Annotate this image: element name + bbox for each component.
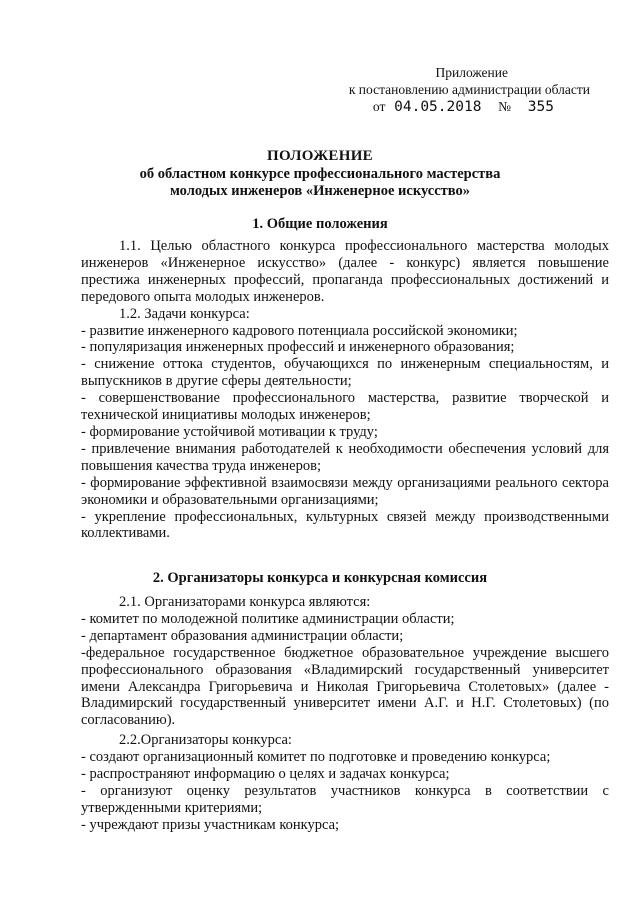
number-sign: №	[498, 99, 512, 114]
title-line-1: ПОЛОЖЕНИЕ	[267, 148, 373, 164]
section-1-heading: 1. Общие положения	[252, 216, 388, 232]
resolution-date: 04.05.2018	[394, 99, 482, 115]
paragraph-1-1: 1.1. Целью областного конкурса профессионального мастерства молодых инженеров «Инженерное искусство» (далее - конкурс) является повышение престижа инженерных профессий, пропаганда профессиональных достижений и передового опыта молодых инженеров.	[81, 238, 609, 305]
appendix-title: Приложение	[435, 65, 508, 80]
list-item: - создают организационный комитет по подготовке и проведению конкурса;	[81, 749, 551, 766]
list-item: - учреждают призы участникам конкурса;	[81, 816, 340, 833]
paragraph-2-2: 2.2.Организаторы конкурса:	[119, 732, 292, 749]
date-prefix: от	[372, 99, 386, 114]
list-item: - привлечение внимания работодателей к необходимости обеспечения условий для повышения качества труда инженеров;	[81, 440, 609, 474]
title-line-2: об областном конкурсе профессионального мастерства	[139, 165, 501, 182]
section-2-heading: 2. Организаторы конкурса и конкурсная комиссия	[152, 570, 488, 586]
list-item: - совершенствование профессионального мастерства, развитие творческой и технической инициативы молодых инженеров;	[81, 390, 609, 424]
paragraph-2-1: 2.1. Организаторами конкурса являются:	[119, 594, 371, 610]
list-item: - распространяют информацию о целях и задачах конкурса;	[81, 766, 450, 783]
paragraph-1-2: 1.2. Задачи конкурса:	[119, 305, 250, 322]
list-item: - развитие инженерного кадрового потенциала российской экономики;	[81, 322, 518, 339]
list-item: - формирование эффективной взаимосвязи между организациями реального сектора экономики и образовательными организациями;	[81, 474, 609, 508]
list-item: - комитет по молодежной политике администрации области;	[81, 610, 455, 627]
appendix-date-number	[290, 98, 590, 116]
document-title	[0, 148, 640, 201]
resolution-number: 355	[527, 99, 554, 115]
list-item: -федеральное государственное бюджетное образовательное учреждение высшего профессионального образования «Владимирский государственный университет имени Александра Григорьевича и Николая Григорьевича Столетовых» (далее - Владимирский государственный университет имени А.Г. и Н.Г. Столетовых) (по согласованию).	[81, 644, 609, 729]
appendix-reference: к постановлению администрации области	[348, 82, 590, 97]
section-1-body	[81, 238, 609, 542]
list-item: - популяризация инженерных профессий и инженерного образования;	[81, 339, 515, 356]
title-line-3: молодых инженеров «Инженерное искусство»	[169, 183, 471, 199]
list-item: - снижение оттока студентов, обучающихся по инженерным специальностям, и выпускников в другие сферы деятельности;	[81, 356, 609, 390]
list-item: - департамент образования администрации области;	[81, 627, 404, 644]
list-item: - организуют оценку результатов участников конкурса в соответствии с утвержденными критериями;	[81, 782, 609, 816]
section-2-body	[81, 594, 609, 834]
list-item: - формирование устойчивой мотивации к труду;	[81, 423, 378, 440]
appendix-block	[290, 64, 590, 116]
list-item: - укрепление профессиональных, культурных связей между производственными коллективами.	[81, 508, 609, 542]
